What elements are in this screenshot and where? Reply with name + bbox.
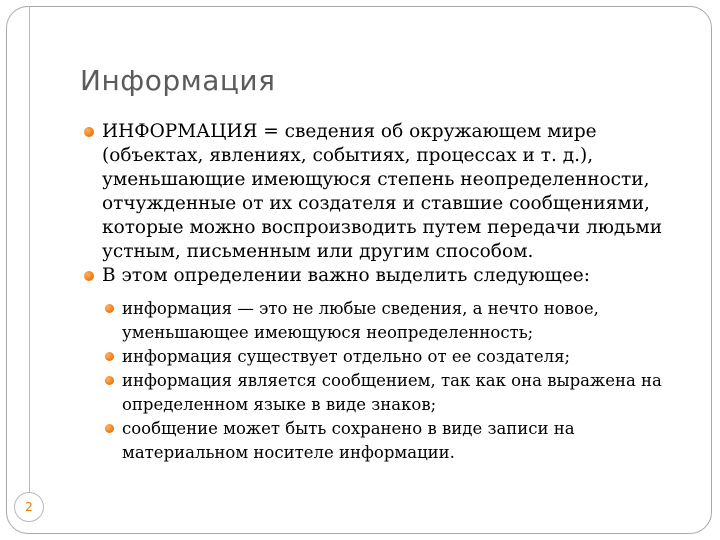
- sub-bullet-line: сообщение может быть сохранено в виде записи на: [122, 419, 575, 438]
- sub-bullet-line: информация существует отдельно от ее создателя;: [122, 347, 571, 366]
- page-number: 2: [25, 500, 33, 514]
- sub-bullet-dot-icon: [105, 376, 114, 385]
- definition-line: которые можно воспроизводить путем передачи людьми: [102, 217, 663, 238]
- sub-bullet-item: [104, 369, 692, 417]
- sub-bullet-dot-icon: [105, 424, 114, 433]
- definition-line: (объектах, явлениях, событиях, процессах и т. д.),: [102, 145, 594, 166]
- bullet-highlight-intro: [82, 264, 692, 288]
- definition-line: ИНФОРМАЦИЯ = сведения об окружающем мире: [102, 121, 597, 142]
- slide-title: Информация: [80, 64, 276, 97]
- sub-bullet-line: материальном носителе информации.: [122, 443, 455, 462]
- slide-content: [82, 120, 692, 465]
- bullet-dot-icon: [84, 127, 94, 137]
- sub-bullet-item: [104, 297, 692, 345]
- bullet-dot-icon: [84, 271, 94, 281]
- sub-bullet-list: [104, 297, 692, 465]
- sub-bullet-line: определенном языке в виде знаков;: [122, 395, 437, 414]
- highlight-intro-line: В этом определении важно выделить следующее:: [102, 265, 590, 286]
- sub-bullet-dot-icon: [105, 352, 114, 361]
- sub-bullet-line: уменьшающее имеющуюся неопределенность;: [122, 323, 534, 342]
- definition-line: уменьшающие имеющуюся степень неопределенности,: [102, 169, 650, 190]
- sub-bullet-item: [104, 345, 692, 369]
- sub-bullet-line: информация является сообщением, так как она выражена на: [122, 371, 662, 390]
- page-number-badge: [14, 492, 44, 522]
- sub-bullet-line: информация — это не любые сведения, а нечто новое,: [122, 299, 599, 318]
- left-margin-rule: [29, 6, 30, 494]
- definition-line: устным, письменным или другим способом.: [102, 241, 534, 262]
- sub-bullet-item: [104, 417, 692, 465]
- bullet-definition: [82, 120, 692, 264]
- sub-bullet-dot-icon: [105, 304, 114, 313]
- definition-line: отчужденные от их создателя и ставшие сообщениями,: [102, 193, 650, 214]
